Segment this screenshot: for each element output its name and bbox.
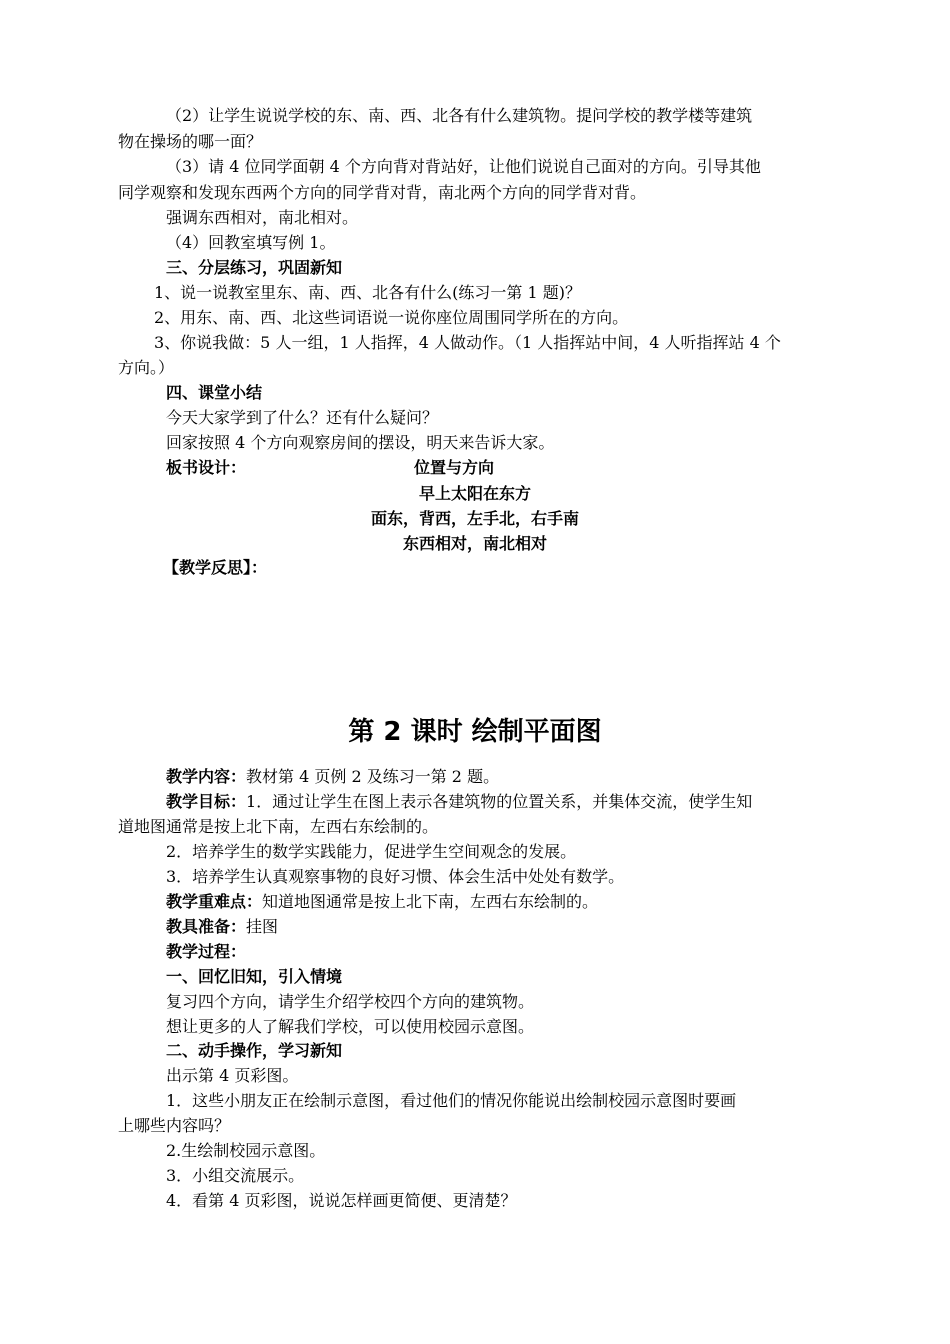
- board-title: 位置与方向: [414, 458, 495, 477]
- section-heading: 四、课堂小结: [166, 383, 263, 402]
- list-item: 3、你说我做：5 人一组，1 人指挥，4 人做动作。（1 人指挥站中间，4 人听指挥站 4 个: [154, 333, 781, 352]
- section-heading: 二、动手操作，学习新知: [166, 1041, 343, 1060]
- paragraph-line: 3．培养学生认真观察事物的良好习惯、体会生活中处处有数学。: [166, 867, 625, 886]
- teaching-content-label: 教学内容：: [166, 767, 247, 786]
- tools-text: 挂图: [246, 917, 279, 936]
- teaching-content: [166, 767, 832, 787]
- paragraph-line: 方向。）: [118, 358, 175, 377]
- paragraph-line: 出示第 4 页彩图。: [166, 1066, 299, 1085]
- section-heading: 一、回忆旧知，引入情境: [166, 967, 343, 986]
- paragraph-line: 物在操场的哪一面？: [118, 132, 263, 151]
- lesson-title: 第 2 课时 绘制平面图: [348, 717, 602, 747]
- paragraph-line: （3）请 4 位同学面朝 4 个方向背对背站好，让他们说说自己面对的方向。引导其他: [166, 157, 761, 176]
- teaching-reflection-label: 【教学反思】：: [163, 558, 268, 577]
- teaching-goal-text: 1．通过让学生在图上表示各建筑物的位置关系，并集体交流，使学生知: [246, 792, 753, 811]
- section-heading: 三、分层练习，巩固新知: [166, 258, 343, 277]
- paragraph-line: 4．看第 4 页彩图，说说怎样画更简便、更清楚？: [166, 1191, 517, 1210]
- list-item: 1、说一说教室里东、南、西、北各有什么(练习一第 1 题)？: [154, 283, 582, 302]
- key-points-text: 知道地图通常是按上北下南，左西右东绘制的。: [262, 892, 599, 911]
- paragraph-line: （2）让学生说说学校的东、南、西、北各有什么建筑物。提问学校的教学楼等建筑: [166, 106, 753, 125]
- paragraph-line: 今天大家学到了什么？还有什么疑问？: [166, 408, 439, 427]
- board-line: 东西相对，南北相对: [402, 534, 547, 553]
- paragraph-line: 想让更多的人了解我们学校，可以使用校园示意图。: [166, 1017, 535, 1036]
- board-design-label: 板书设计：: [166, 458, 247, 477]
- board-line: 面东，背西，左手北，右手南: [370, 509, 579, 528]
- paragraph-line: 2.生绘制校园示意图。: [166, 1141, 326, 1160]
- teaching-goal-label: 教学目标：: [166, 792, 247, 811]
- paragraph-line: 3．小组交流展示。: [166, 1166, 305, 1185]
- paragraph-line: 强调东西相对，南北相对。: [166, 208, 359, 227]
- teaching-tools: [166, 917, 832, 937]
- paragraph-line: 回家按照 4 个方向观察房间的摆设，明天来告诉大家。: [166, 433, 555, 452]
- teaching-process-label: 教学过程：: [166, 942, 247, 961]
- paragraph-line: 复习四个方向，请学生介绍学校四个方向的建筑物。: [166, 992, 535, 1011]
- list-item: 2、用东、南、西、北这些词语说一说你座位周围同学所在的方向。: [154, 308, 629, 327]
- paragraph-line: （4）回教室填写例 1。: [166, 233, 336, 252]
- paragraph-line: 同学观察和发现东西两个方向的同学背对背，南北两个方向的同学背对背。: [118, 183, 647, 202]
- teaching-goal: [166, 792, 832, 812]
- paragraph-line: 道地图通常是按上北下南，左西右东绘制的。: [118, 817, 439, 836]
- tools-label: 教具准备：: [166, 917, 247, 936]
- paragraph-line: 1．这些小朋友正在绘制示意图，看过他们的情况你能说出绘制校园示意图时要画: [166, 1091, 737, 1110]
- teaching-key-points: [166, 892, 832, 912]
- key-points-label: 教学重难点：: [166, 892, 263, 911]
- board-line: 早上太阳在东方: [418, 484, 531, 503]
- paragraph-line: 上哪些内容吗？: [118, 1116, 231, 1135]
- teaching-content-text: 教材第 4 页例 2 及练习一第 2 题。: [246, 767, 500, 786]
- paragraph-line: 2．培养学生的数学实践能力，促进学生空间观念的发展。: [166, 842, 577, 861]
